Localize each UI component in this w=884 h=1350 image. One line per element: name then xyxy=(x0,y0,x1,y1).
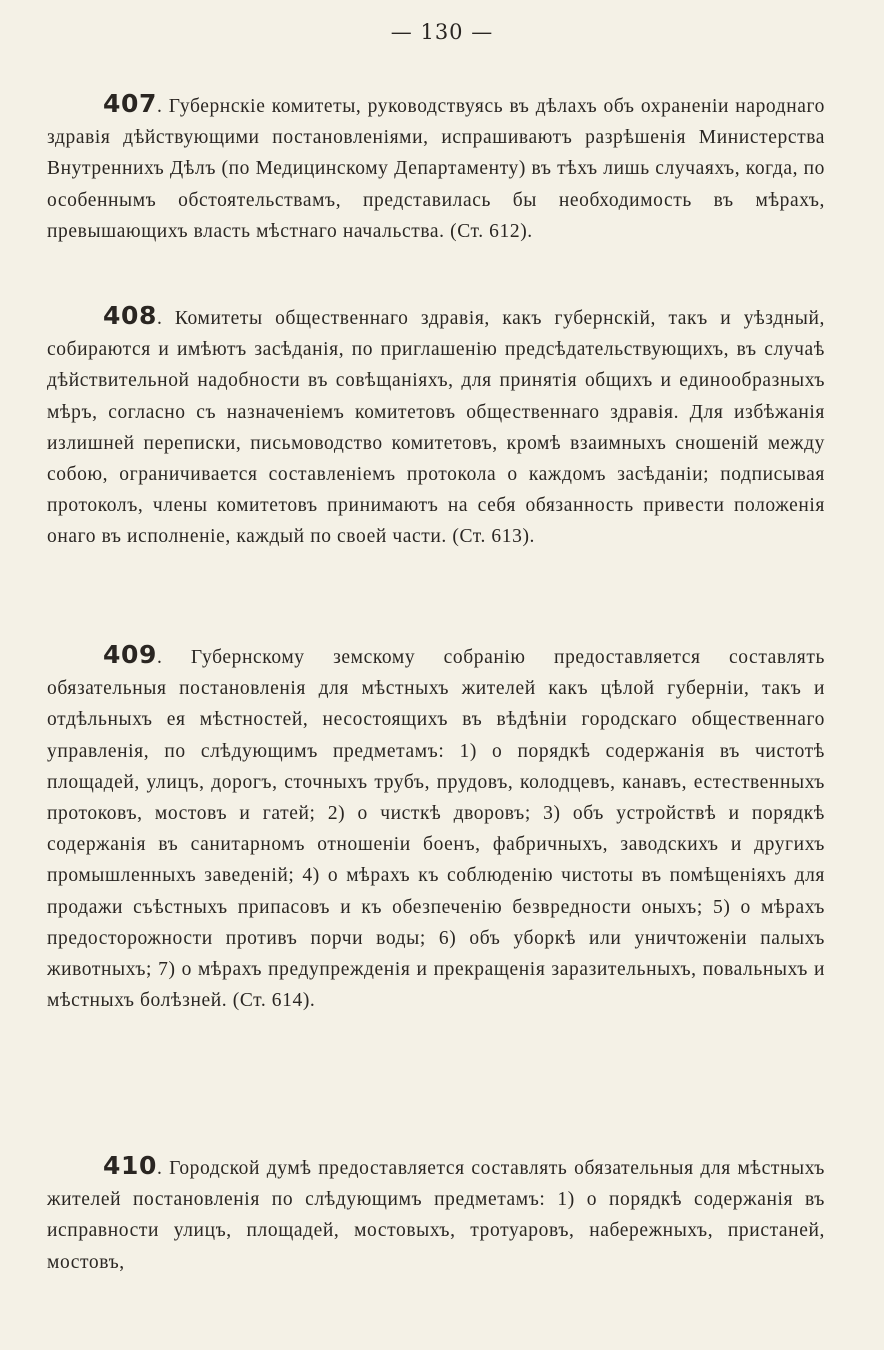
paragraph-number: 409 xyxy=(103,640,157,669)
paragraph-text: . Губернскіе комитеты, руководствуясь въ дѣлахъ объ охраненіи народнаго здравія дѣйствующими постановленіями, испрашиваютъ разрѣшенія Министерства Внутреннихъ Дѣлъ (по Медицинскому Департаменту) въ тѣхъ лишь случаяхъ, когда, по особеннымъ обстоятельствамъ, представилась бы необходимость въ мѣрахъ, превышающихъ власть мѣстнаго начальства. (Ст. 612). xyxy=(47,96,825,242)
paragraph-410 xyxy=(47,1150,825,1278)
paragraph-text: . Комитеты общественнаго здравія, какъ губернскій, такъ и уѣздный, собираются и имѣютъ засѣданія, по приглашенію предсѣдательствующихъ, въ случаѣ дѣйствительной надобности въ совѣщаніяхъ, для принятія общихъ и единообразныхъ мѣръ, согласно съ назначеніемъ комитетовъ общественнаго здравія. Для избѣжанія излишней переписки, письмоводство комитетовъ, кромѣ взаимныхъ сношеній между собою, ограничивается составленіемъ протокола о каждомъ засѣданіи; подписывая протоколъ, члены комитетовъ принимаютъ на себя обязанность привести положенія онаго въ исполненіе, каждый по своей части. (Ст. 613). xyxy=(47,308,825,548)
paragraph-407 xyxy=(47,88,825,247)
paragraph-409 xyxy=(47,639,825,1016)
paragraph-number: 410 xyxy=(103,1151,157,1180)
paragraph-408 xyxy=(47,300,825,553)
paragraph-text: . Городской думѣ предоставляется составлять обязательныя для мѣстныхъ жителей постановленія по слѣдующимъ предметамъ: 1) о порядкѣ содержанія въ исправности улицъ, площадей, мостовыхъ, тротуаровъ, набережныхъ, пристаней, мостовъ, xyxy=(47,1158,825,1273)
page-number: — 130 — xyxy=(390,20,494,44)
paragraph-text: . Губернскому земскому собранію предоставляется составлять обязательныя постановленія для мѣстныхъ жителей какъ цѣлой губерніи, такъ и отдѣльныхъ ея мѣстностей, несостоящихъ въ вѣдѣніи городскаго общественнаго управленія, по слѣдующимъ предметамъ: 1) о порядкѣ содержанія въ чистотѣ площадей, улицъ, дорогъ, сточныхъ трубъ, прудовъ, колодцевъ, канавъ, естественныхъ протоковъ, мостовъ и гатей; 2) о чисткѣ дворовъ; 3) объ устройствѣ и порядкѣ содержанія въ санитарномъ отношеніи боенъ, фабричныхъ, заводскихъ и другихъ промышленныхъ заведеній; 4) о мѣрахъ къ соблюденію чистоты въ помѣщеніяхъ для продажи съѣстныхъ припасовъ и къ обезпеченію безвредности оныхъ; 5) о мѣрахъ предосторожности противъ порчи воды; 6) объ уборкѣ или уничтоженіи палыхъ животныхъ; 7) о мѣрахъ предупрежденія и прекращенія заразительныхъ, повальныхъ и мѣстныхъ болѣзней. (Ст. 614). xyxy=(47,647,825,1012)
paragraph-number: 408 xyxy=(103,301,157,330)
paragraph-number: 407 xyxy=(103,89,157,118)
